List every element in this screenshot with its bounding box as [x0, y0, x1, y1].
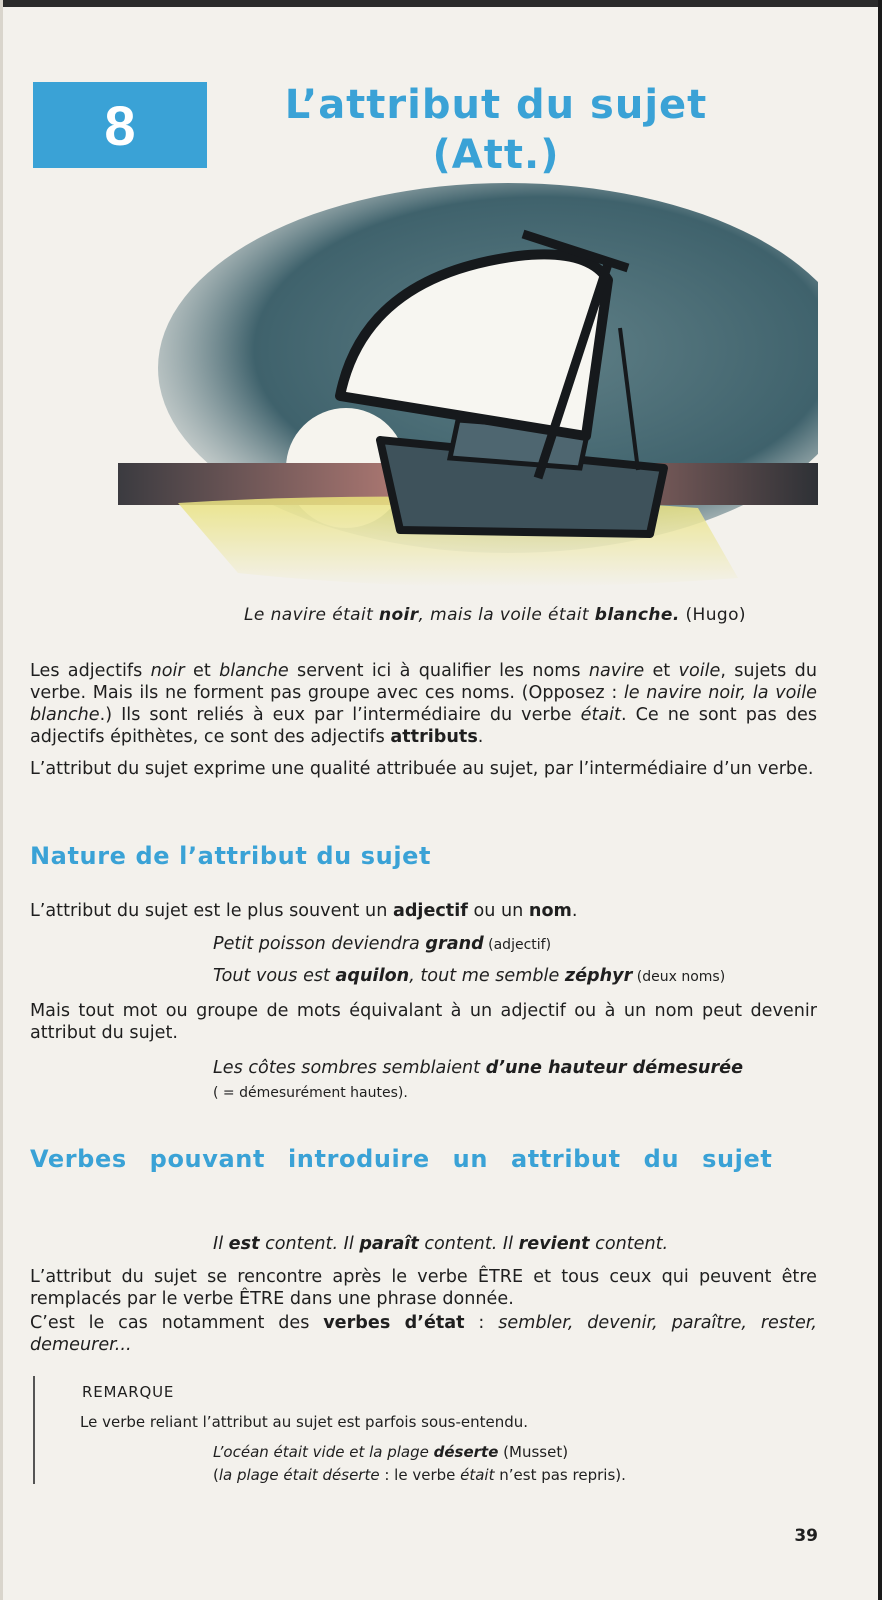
- caption-text-2: , mais la voile était: [418, 605, 595, 625]
- example-bold: zéphyr: [564, 966, 633, 986]
- page-edge-top: [0, 0, 882, 7]
- remark-bold: déserte: [433, 1443, 499, 1461]
- example-text: , tout me semble: [409, 966, 565, 986]
- verbes-text: C’est le cas notamment des: [30, 1313, 324, 1333]
- remark-italic: la plage était déserte: [218, 1466, 380, 1484]
- verbes-italic-list: sembler, devenir, paraître, rester, demeurer...: [30, 1313, 817, 1355]
- example-bold: grand: [425, 934, 484, 954]
- verbes-text: :: [464, 1313, 499, 1333]
- remark-title: REMARQUE: [82, 1383, 175, 1401]
- chapter-number: 8: [104, 93, 136, 157]
- remark-italic: L’océan était vide et la plage: [213, 1443, 434, 1461]
- example-note: (deux noms): [632, 969, 726, 985]
- example-text: content.: [589, 1234, 669, 1254]
- remark-text-part: n’est pas repris).: [494, 1466, 626, 1484]
- chapter-title: [216, 80, 776, 180]
- nature-example-2: [213, 966, 725, 986]
- intro-italic: blanche: [219, 661, 289, 681]
- remark-italic: était: [460, 1466, 495, 1484]
- intro-italic: le navire noir, la voile blanche: [30, 683, 817, 725]
- nature-paragraph-2: Mais tout mot ou groupe de mots équivalant à un adjectif ou à un nom peut devenir attribut du sujet.: [30, 1001, 817, 1043]
- caption-source: (Hugo): [679, 605, 746, 625]
- example-bold: aquilon: [335, 966, 410, 986]
- chapter-title-line1: L’attribut du sujet: [284, 82, 708, 128]
- chapter-title-line2: (Att.): [432, 132, 560, 178]
- illustration-caption: [120, 605, 870, 625]
- example-text: Il: [213, 1234, 229, 1254]
- example-bold: revient: [518, 1234, 590, 1254]
- verbes-example: [213, 1234, 668, 1254]
- verbes-paragraph-2: [30, 1312, 817, 1356]
- nature-bold: nom: [528, 901, 572, 921]
- remark-text: Le verbe reliant l’attribut au sujet est parfois sous-entendu.: [80, 1413, 529, 1431]
- chapter-number-box: [33, 82, 207, 168]
- caption-text-1: Le navire était: [244, 605, 379, 625]
- intro-text: Les adjectifs: [30, 661, 151, 681]
- remark-example-1: [213, 1443, 568, 1461]
- example-bold: paraît: [359, 1234, 419, 1254]
- nature-example-3-note: [213, 1082, 408, 1102]
- caption-bold-noir: noir: [378, 605, 419, 625]
- nature-paragraph-1: [30, 900, 817, 922]
- example-text: Tout vous est: [213, 966, 336, 986]
- example-note: ( = démesurément hautes).: [213, 1085, 408, 1101]
- section-heading-nature: Nature de l’attribut du sujet: [30, 842, 432, 870]
- example-text: content. Il: [259, 1234, 360, 1254]
- verbes-paragraph-1: L’attribut du sujet se rencontre après le verbe ÊTRE et tous ceux qui peuvent être remplacés par le verbe ÊTRE dans une phrase donnée.: [30, 1267, 817, 1309]
- intro-bold-attributs: attributs: [390, 727, 478, 747]
- remark-text-part: : le verbe: [379, 1466, 461, 1484]
- intro-text: .: [477, 727, 484, 747]
- example-note: (adjectif): [483, 937, 552, 953]
- intro-paragraph: [30, 660, 817, 748]
- nature-text: ou un: [467, 901, 529, 921]
- remark-example-2: [213, 1466, 626, 1484]
- intro-italic: voile: [678, 661, 721, 681]
- ship-illustration: [118, 178, 818, 598]
- example-text: content. Il: [418, 1234, 519, 1254]
- intro-text: servent ici à qualifier les noms: [288, 661, 589, 681]
- verbes-bold: verbes d’état: [323, 1313, 465, 1333]
- intro-text: , sujets du verbe. Mais ils ne forment pas groupe avec ces noms. (Opposez :: [30, 661, 817, 703]
- intro-italic: était: [580, 705, 621, 725]
- section-heading-verbes: Verbes pouvant introduire un attribut du sujet: [30, 1145, 773, 1173]
- nature-bold: adjectif: [392, 901, 468, 921]
- page-edge-left: [0, 0, 3, 1600]
- nature-example-3: [213, 1058, 743, 1078]
- nature-text: .: [571, 901, 578, 921]
- remark-text-part: (: [213, 1466, 219, 1484]
- intro-definition: L’attribut du sujet exprime une qualité attribuée au sujet, par l’intermédiaire d’un verbe.: [30, 759, 814, 779]
- remark-rule: [33, 1376, 35, 1484]
- caption-bold-blanche: blanche.: [594, 605, 680, 625]
- nature-text: L’attribut du sujet est le plus souvent un: [30, 901, 393, 921]
- intro-text: .) Ils sont reliés à eux par l’intermédiaire du verbe: [99, 705, 581, 725]
- intro-italic: noir: [150, 661, 185, 681]
- nature-example-1: [213, 934, 551, 954]
- example-text: Les côtes sombres semblaient: [213, 1058, 486, 1078]
- intro-italic: navire: [588, 661, 645, 681]
- remark-source: (Musset): [498, 1443, 569, 1461]
- intro-text: . Ce ne sont pas des adjectifs épithètes, ce sont des adjectifs: [30, 705, 817, 747]
- example-bold: d’une hauteur démesurée: [485, 1058, 743, 1078]
- page-edge-right: [878, 0, 882, 1600]
- intro-text: et: [644, 661, 679, 681]
- example-bold: est: [228, 1234, 260, 1254]
- intro-text: et: [184, 661, 220, 681]
- example-text: Petit poisson deviendra: [213, 934, 426, 954]
- page-number: 39: [794, 1526, 818, 1546]
